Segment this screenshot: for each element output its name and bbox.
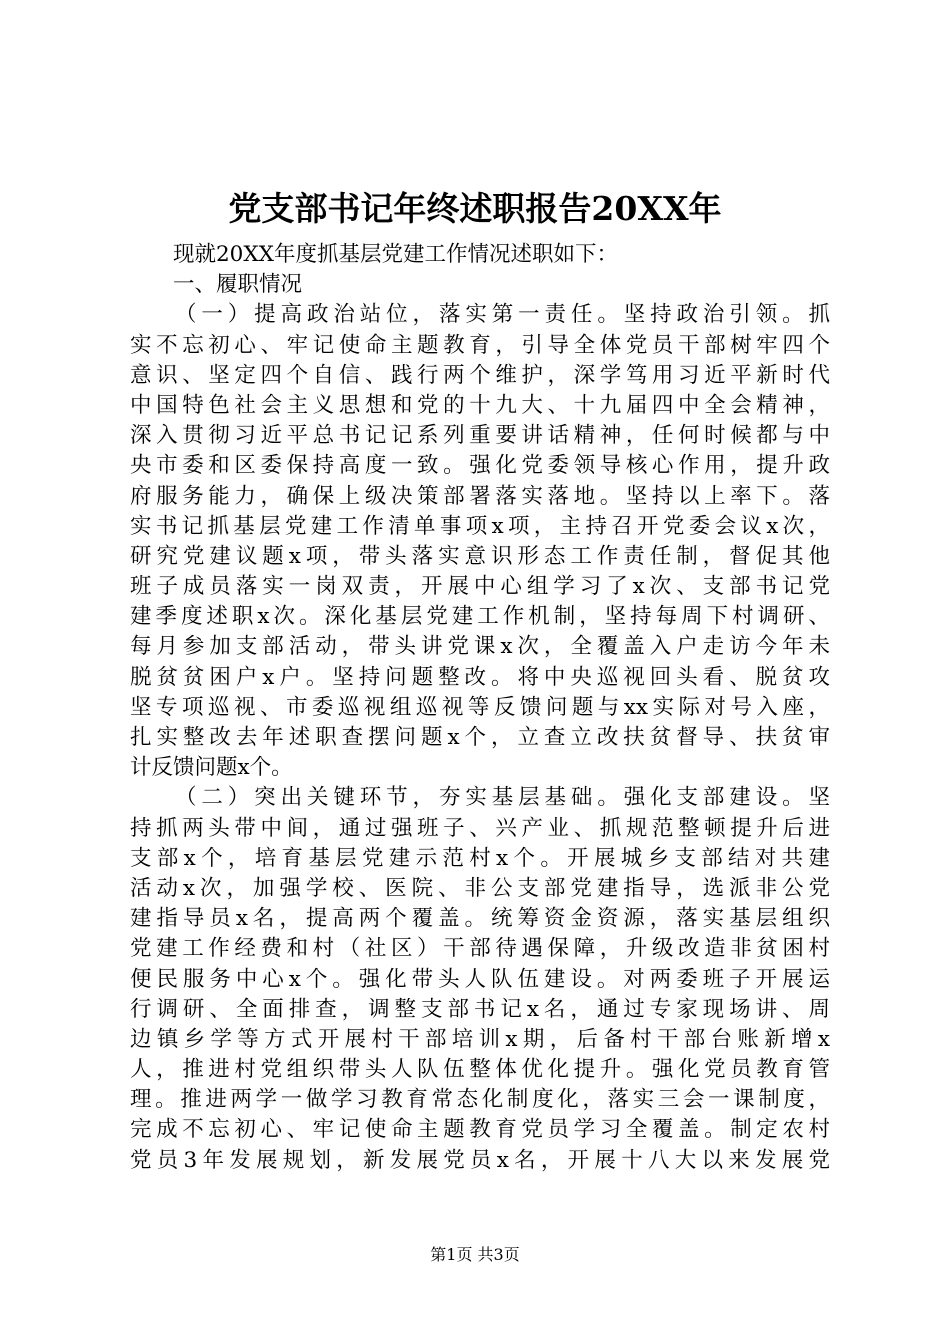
paragraph-line: 行调研、全面排查，调整支部书记x名，通过专家现场讲、周 bbox=[130, 996, 830, 1022]
paragraph-line: 央市委和区委保持高度一致。强化党委领导核心作用，提升政 bbox=[130, 453, 830, 479]
paragraph-line: 扎实整改去年述职查摆问题x个，立查立改扶贫督导、扶贫审 bbox=[130, 725, 830, 750]
paragraph-line: 坚专项巡视、市委巡视组巡视等反馈问题与xx实际对号入座， bbox=[130, 694, 830, 720]
paragraph-line: 实不忘初心、牢记使命主题教育，引导全体党员干部树牢四个 bbox=[130, 332, 830, 358]
paragraph-line: 府服务能力，确保上级决策部署落实落地。坚持以上率下。落 bbox=[130, 483, 830, 509]
paragraph-line: 人，推进村党组织带头人队伍整体优化提升。强化党员教育管 bbox=[130, 1057, 830, 1083]
paragraph-line: 持抓两头带中间，通过强班子、兴产业、抓规范整顿提升后进 bbox=[130, 815, 830, 841]
document-body bbox=[130, 240, 830, 1176]
paragraph-line: 党员3年发展规划，新发展党员x名，开展十八大以来发展党 bbox=[130, 1147, 830, 1173]
paragraph-line: 边镇乡学等方式开展村干部培训x期，后备村干部台账新增x bbox=[130, 1026, 830, 1052]
paragraph-line: 脱贫贫困户x户。坚持问题整改。将中央巡视回头看、脱贫攻 bbox=[130, 664, 830, 690]
paragraph-line: 便民服务中心x个。强化带头人队伍建设。对两委班子开展运 bbox=[130, 966, 830, 992]
paragraph-line: （二）突出关键环节，夯实基层基础。强化支部建设。坚 bbox=[175, 785, 830, 811]
paragraph-line: 理。推进两学一做学习教育常态化制度化，落实三会一课制度， bbox=[130, 1087, 830, 1113]
paragraph-line: 建季度述职x次。深化基层党建工作机制，坚持每周下村调研、 bbox=[130, 604, 830, 630]
paragraph-line: 班子成员落实一岗双责，开展中心组学习了x次、支部书记党 bbox=[130, 574, 830, 600]
paragraph-line: 每月参加支部活动，带头讲党课x次，全覆盖入户走访今年未 bbox=[130, 634, 830, 660]
intro-line: 现就20XX年度抓基层党建工作情况述职如下： bbox=[173, 242, 618, 267]
paragraph-line: 中国特色社会主义思想和党的十九大、十九届四中全会精神， bbox=[130, 392, 830, 418]
paragraph-line: 实书记抓基层党建工作清单事项x项，主持召开党委会议x次， bbox=[130, 513, 830, 539]
paragraph-line: 建指导员x名，提高两个覆盖。统筹资金资源，落实基层组织 bbox=[130, 906, 830, 932]
section-heading: 一、履职情况 bbox=[173, 272, 303, 298]
page-number: 第1页 共3页 bbox=[430, 1245, 520, 1264]
paragraph-line: 支部x个，培育基层党建示范村x个。开展城乡支部结对共建 bbox=[130, 845, 830, 871]
paragraph-line: 活动x次，加强学校、医院、非公支部党建指导，选派非公党 bbox=[130, 875, 830, 901]
paragraph-line: 党建工作经费和村（社区）干部待遇保障，升级改造非贫困村 bbox=[130, 936, 830, 962]
paragraph-line: 完成不忘初心、牢记使命主题教育党员学习全覆盖。制定农村 bbox=[130, 1117, 830, 1143]
paragraph-line: 研究党建议题x项，带头落实意识形态工作责任制，督促其他 bbox=[130, 543, 830, 569]
paragraph-line: 意识、坚定四个自信、践行两个维护，深学笃用习近平新时代 bbox=[130, 362, 830, 388]
paragraph-line: 计反馈问题x个。 bbox=[130, 755, 293, 781]
paragraph-line: （一）提高政治站位，落实第一责任。坚持政治引领。抓 bbox=[175, 302, 830, 328]
paragraph-line: 深入贯彻习近平总书记记系列重要讲话精神，任何时候都与中 bbox=[130, 423, 830, 449]
document-title: 党支部书记年终述职报告20XX年 bbox=[228, 189, 722, 228]
